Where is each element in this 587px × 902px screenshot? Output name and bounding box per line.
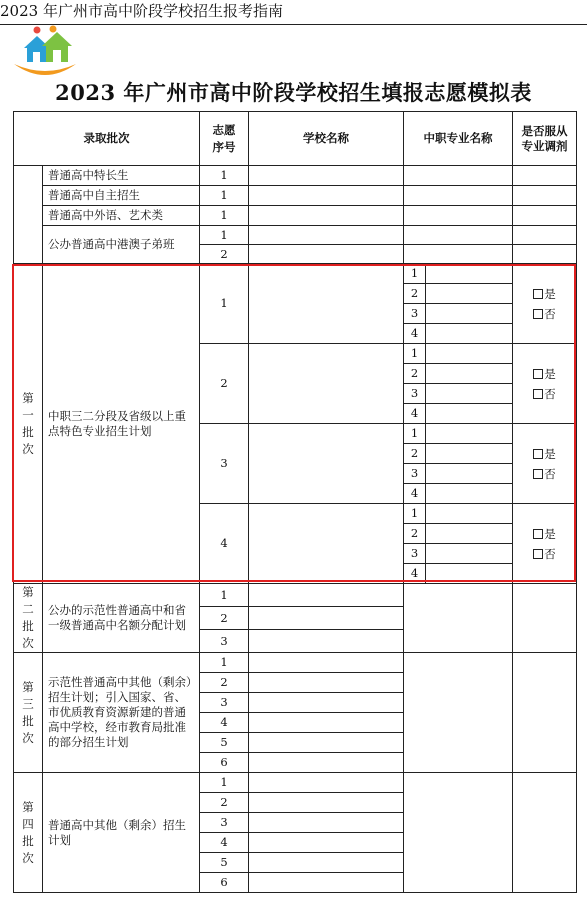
batch1-name: 第一批次 xyxy=(14,264,43,584)
seq-number: 1 xyxy=(200,584,249,607)
seq-number: 5 xyxy=(200,733,249,753)
seq-number: 2 xyxy=(200,673,249,693)
seq-number: 3 xyxy=(200,424,249,504)
yes-checkbox[interactable] xyxy=(533,529,543,539)
major-input[interactable] xyxy=(404,206,513,226)
batch1-label: 中职三二分段及省级以上重点特色专业招生计划 xyxy=(43,264,200,584)
col-major: 中职专业名称 xyxy=(404,112,513,166)
major-input[interactable] xyxy=(426,504,513,524)
school-input[interactable] xyxy=(249,813,404,833)
seq-number: 5 xyxy=(200,853,249,873)
major-index: 1 xyxy=(404,424,426,444)
no-checkbox[interactable] xyxy=(533,389,543,399)
batch3-label: 示范性普通高中其他（剩余）招生计划；引入国家、省、市优质教育资源新建的普通高中学校，经市教育局批准的部分招生计划 xyxy=(43,653,200,773)
major-blank xyxy=(404,653,513,773)
school-input[interactable] xyxy=(249,793,404,813)
major-input[interactable] xyxy=(426,264,513,284)
yes-checkbox[interactable] xyxy=(533,449,543,459)
school-input[interactable] xyxy=(249,504,404,584)
major-index: 2 xyxy=(404,364,426,384)
major-index: 2 xyxy=(404,444,426,464)
major-input[interactable] xyxy=(404,166,513,186)
form-title: 2023 年广州市高中阶段学校招生填报志愿模拟表 xyxy=(55,80,532,105)
major-input[interactable] xyxy=(404,226,513,245)
house-logo-icon xyxy=(10,24,80,80)
no-checkbox[interactable] xyxy=(533,549,543,559)
major-index: 3 xyxy=(404,384,426,404)
major-index: 1 xyxy=(404,344,426,364)
adjust-blank xyxy=(513,773,577,893)
major-input[interactable] xyxy=(426,324,513,344)
major-input[interactable] xyxy=(426,464,513,484)
col-adjust: 是否服从专业调剂 xyxy=(513,112,577,166)
application-form-table xyxy=(13,111,577,893)
pre-label: 普通高中特长生 xyxy=(43,166,200,186)
pre-label: 普通高中自主招生 xyxy=(43,186,200,206)
adjust-choice[interactable]: 是 否 xyxy=(513,344,577,424)
major-index: 3 xyxy=(404,464,426,484)
seq-number: 2 xyxy=(200,344,249,424)
school-input[interactable] xyxy=(249,673,404,693)
adjust-cell[interactable] xyxy=(513,186,577,206)
table-row xyxy=(14,264,577,284)
adjust-choice[interactable]: 是 否 xyxy=(513,264,577,344)
batch2-name: 第二批次 xyxy=(14,584,43,653)
major-input[interactable] xyxy=(404,186,513,206)
header-rule xyxy=(0,24,587,25)
pre-label: 普通高中外语、艺术类 xyxy=(43,206,200,226)
seq-number: 4 xyxy=(200,833,249,853)
seq-number: 1 xyxy=(200,653,249,673)
school-input[interactable] xyxy=(249,424,404,504)
seq-number: 4 xyxy=(200,504,249,584)
major-index: 4 xyxy=(404,564,426,584)
school-input[interactable] xyxy=(249,630,404,653)
seq-number: 3 xyxy=(200,813,249,833)
col-school: 学校名称 xyxy=(249,112,404,166)
major-input[interactable] xyxy=(426,524,513,544)
adjust-choice[interactable]: 是 否 xyxy=(513,504,577,584)
table-row xyxy=(14,773,577,793)
school-input[interactable] xyxy=(249,584,404,607)
school-input[interactable] xyxy=(249,344,404,424)
seq-number: 4 xyxy=(200,713,249,733)
school-input[interactable] xyxy=(249,693,404,713)
adjust-blank xyxy=(513,584,577,653)
seq-number: 6 xyxy=(200,873,249,893)
col-batch: 录取批次 xyxy=(14,112,200,166)
table-row xyxy=(14,584,577,607)
seq-number: 2 xyxy=(200,245,249,264)
major-input[interactable] xyxy=(426,404,513,424)
pre-label: 公办普通高中港澳子弟班 xyxy=(43,226,200,264)
adjust-cell[interactable] xyxy=(513,245,577,264)
school-input[interactable] xyxy=(249,773,404,793)
school-input[interactable] xyxy=(249,853,404,873)
school-input[interactable] xyxy=(249,753,404,773)
major-index: 4 xyxy=(404,404,426,424)
seq-number: 1 xyxy=(200,264,249,344)
major-input[interactable] xyxy=(426,544,513,564)
school-input[interactable] xyxy=(249,607,404,630)
major-input[interactable] xyxy=(426,304,513,324)
table-row xyxy=(14,226,577,245)
major-input[interactable] xyxy=(426,344,513,364)
school-input[interactable] xyxy=(249,733,404,753)
school-input[interactable] xyxy=(249,245,404,264)
major-index: 1 xyxy=(404,504,426,524)
school-input[interactable] xyxy=(249,166,404,186)
major-blank xyxy=(404,584,513,653)
school-input[interactable] xyxy=(249,873,404,893)
major-index: 1 xyxy=(404,264,426,284)
major-input[interactable] xyxy=(426,364,513,384)
major-input[interactable] xyxy=(426,564,513,584)
school-input[interactable] xyxy=(249,833,404,853)
school-input[interactable] xyxy=(249,186,404,206)
school-input[interactable] xyxy=(249,206,404,226)
major-index: 2 xyxy=(404,524,426,544)
yes-checkbox[interactable] xyxy=(533,369,543,379)
table-row xyxy=(14,653,577,673)
major-input[interactable] xyxy=(426,284,513,304)
guide-header: 2023 年广州市高中阶段学校招生报考指南 xyxy=(0,2,283,20)
adjust-choice[interactable]: 是 否 xyxy=(513,424,577,504)
pre-batch-cell xyxy=(14,166,43,264)
batch2-label: 公办的示范性普通高中和省一级普通高中名额分配计划 xyxy=(43,584,200,653)
table-row xyxy=(14,206,577,226)
adjust-cell[interactable] xyxy=(513,226,577,245)
school-input[interactable] xyxy=(249,713,404,733)
major-input[interactable] xyxy=(426,424,513,444)
seq-number: 3 xyxy=(200,693,249,713)
major-index: 3 xyxy=(404,304,426,324)
school-input[interactable] xyxy=(249,653,404,673)
adjust-cell[interactable] xyxy=(513,166,577,186)
seq-number: 2 xyxy=(200,607,249,630)
yes-checkbox[interactable] xyxy=(533,289,543,299)
no-checkbox[interactable] xyxy=(533,469,543,479)
major-input[interactable] xyxy=(426,384,513,404)
school-input[interactable] xyxy=(249,264,404,344)
no-checkbox[interactable] xyxy=(533,309,543,319)
seq-number: 1 xyxy=(200,226,249,245)
seq-number: 1 xyxy=(200,186,249,206)
major-index: 4 xyxy=(404,324,426,344)
seq-number: 2 xyxy=(200,793,249,813)
major-input[interactable] xyxy=(426,444,513,464)
major-index: 4 xyxy=(404,484,426,504)
batch4-label: 普通高中其他（剩余）招生计划 xyxy=(43,773,200,893)
batch4-name: 第四批次 xyxy=(14,773,43,893)
major-input[interactable] xyxy=(404,245,513,264)
major-input[interactable] xyxy=(426,484,513,504)
major-blank xyxy=(404,773,513,893)
col-seq: 志愿序号 xyxy=(200,112,249,166)
table-row xyxy=(14,166,577,186)
seq-number: 1 xyxy=(200,206,249,226)
adjust-blank xyxy=(513,653,577,773)
seq-number: 1 xyxy=(200,773,249,793)
school-input[interactable] xyxy=(249,226,404,245)
batch3-name: 第三批次 xyxy=(14,653,43,773)
seq-number: 3 xyxy=(200,630,249,653)
seq-number: 1 xyxy=(200,166,249,186)
table-row xyxy=(14,186,577,206)
seq-number: 6 xyxy=(200,753,249,773)
header-row xyxy=(14,112,577,166)
adjust-cell[interactable] xyxy=(513,206,577,226)
major-index: 3 xyxy=(404,544,426,564)
major-index: 2 xyxy=(404,284,426,304)
